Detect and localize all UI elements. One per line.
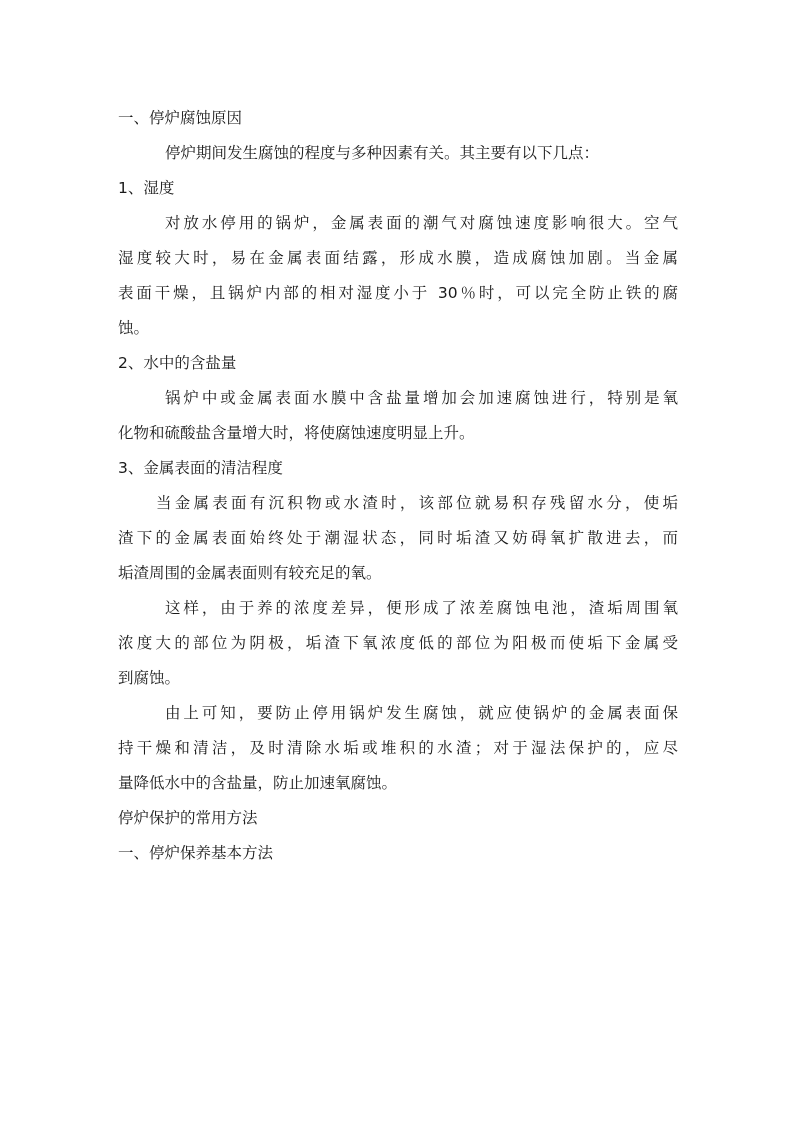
paragraph-line: 锅炉中或金属表面水膜中含盐量增加会加速腐蚀进行，特别是氧 [165,389,678,407]
paragraph-line: 到腐蚀。 [118,669,181,687]
section-heading: 一、停炉保养基本方法 [118,844,274,862]
paragraph-line: 化物和硫酸盐含量增大时，将使腐蚀速度明显上升。 [118,424,475,442]
paragraph-line: 由上可知，要防止停用锅炉发生腐蚀，就应使锅炉的金属表面保 [165,704,678,722]
subsection-heading: 2、水中的含盐量 [118,354,237,372]
section-heading: 停炉保护的常用方法 [118,809,258,827]
paragraph-line: 量降低水中的含盐量，防止加速氧腐蚀。 [118,774,398,792]
subsection-heading: 1、湿度 [118,179,175,197]
subsection-heading: 3、金属表面的清洁程度 [118,459,283,477]
paragraph-line: 持干燥和清洁，及时清除水垢或堆积的水渣；对于湿法保护的，应尽 [118,739,678,757]
paragraph-line: 湿度较大时，易在金属表面结露，形成水膜，造成腐蚀加剧。当金属 [118,249,678,267]
paragraph-line: 当金属表面有沉积物或水渣时，该部位就易积存残留水分，使垢 [156,494,678,512]
paragraph-line: 蚀。 [118,319,150,337]
paragraph-line: 浓度大的部位为阴极，垢渣下氧浓度低的部位为阳极而使垢下金属受 [118,634,678,652]
section-heading: 一、停炉腐蚀原因 [118,109,243,127]
paragraph-line: 渣下的金属表面始终处于潮湿状态，同时垢渣又妨碍氧扩散进去，而 [118,529,678,547]
paragraph-line: 表面干燥，且锅炉内部的相对湿度小于 30％时，可以完全防止铁的腐 [118,284,678,302]
paragraph-line: 对放水停用的锅炉，金属表面的潮气对腐蚀速度影响很大。空气 [165,214,678,232]
paragraph-line: 停炉期间发生腐蚀的程度与多种因素有关。其主要有以下几点： [165,144,600,162]
document-body [118,101,678,871]
paragraph-line: 垢渣周围的金属表面则有较充足的氧。 [118,564,382,582]
paragraph-line: 这样，由于养的浓度差异，便形成了浓差腐蚀电池，渣垢周围氧 [165,599,678,617]
